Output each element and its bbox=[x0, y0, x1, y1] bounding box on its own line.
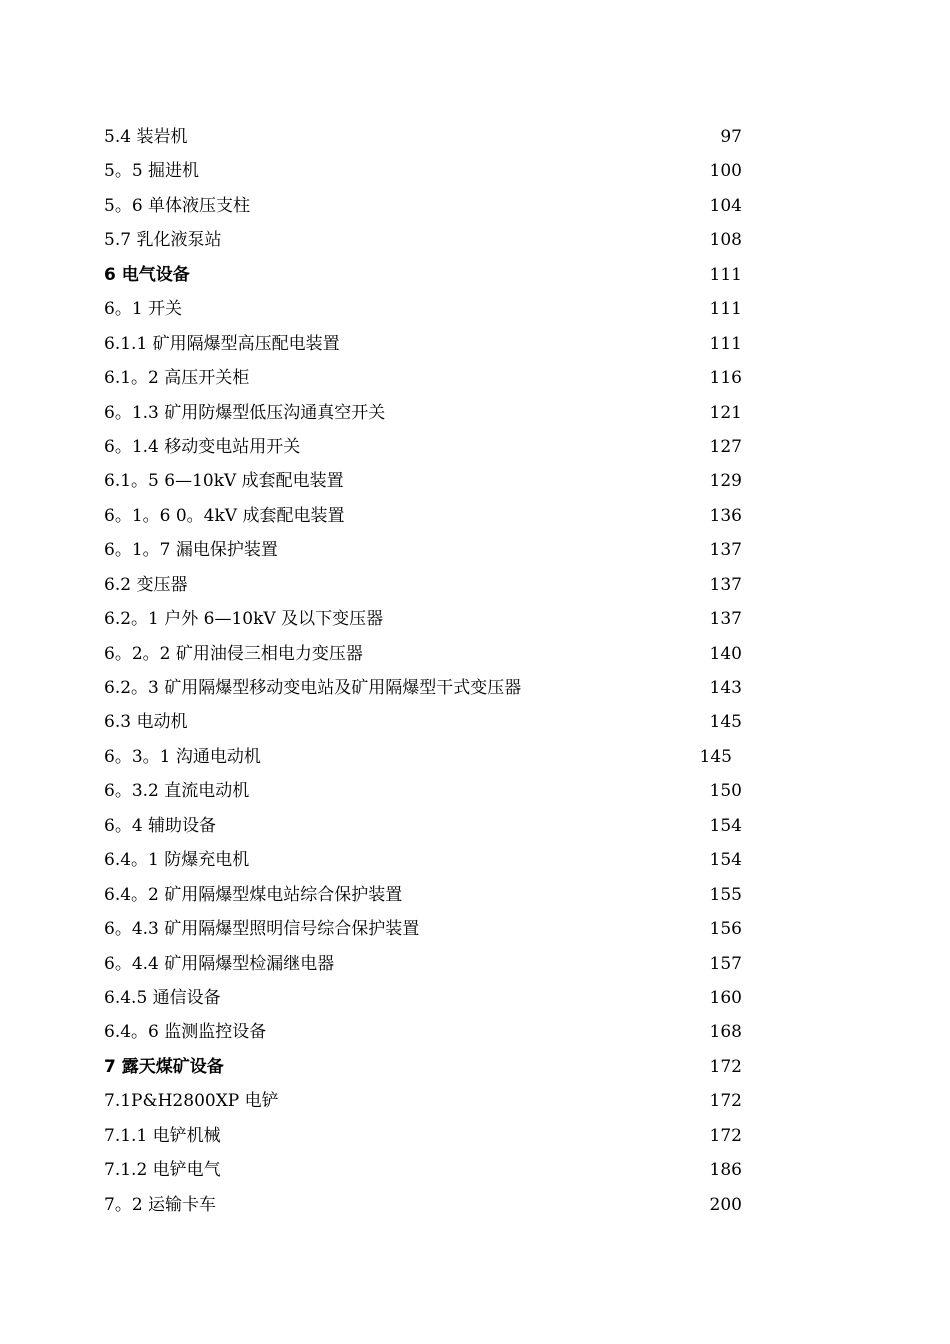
toc-entry[interactable] bbox=[104, 361, 744, 395]
toc-entry[interactable] bbox=[104, 327, 744, 361]
toc-entry-title: 6.2 变压器 bbox=[104, 574, 188, 595]
toc-entry-title: 6。1.3 矿用防爆型低压沟通真空开关 bbox=[104, 402, 386, 423]
toc-entry-page-number: 137 bbox=[709, 609, 742, 630]
toc-entry-page-number: 136 bbox=[709, 505, 742, 526]
toc-entry-title: 6.4。6 监测监控设备 bbox=[104, 1022, 267, 1043]
toc-entry[interactable] bbox=[104, 533, 744, 567]
toc-entry[interactable] bbox=[104, 1153, 744, 1187]
toc-entry-page-number: 145 bbox=[699, 746, 732, 767]
toc-entry-title: 6 电气设备 bbox=[104, 264, 190, 285]
toc-entry-title: 7.1P&H2800XP 电铲 bbox=[104, 1091, 279, 1112]
toc-entry-title: 6.4。1 防爆充电机 bbox=[104, 850, 250, 871]
toc-entry-title: 7 露天煤矿设备 bbox=[104, 1056, 224, 1077]
toc-entry-page-number: 160 bbox=[709, 987, 742, 1008]
toc-entry[interactable] bbox=[104, 981, 744, 1015]
toc-entry-title: 6.1。5 6—10kV 成套配电装置 bbox=[104, 471, 344, 492]
toc-entry-page-number: 156 bbox=[709, 919, 742, 940]
toc-entry[interactable] bbox=[104, 774, 744, 808]
toc-entry-page-number: 154 bbox=[709, 815, 742, 836]
toc-entry[interactable] bbox=[104, 705, 744, 739]
toc-entry[interactable] bbox=[104, 292, 744, 326]
toc-entry-page-number: 127 bbox=[709, 436, 742, 457]
toc-entry-title: 6。4.4 矿用隔爆型检漏继电器 bbox=[104, 953, 335, 974]
toc-entry[interactable] bbox=[104, 671, 744, 705]
toc-entry-page-number: 137 bbox=[709, 540, 742, 561]
toc-entry-title: 7.1.2 电铲电气 bbox=[104, 1160, 221, 1181]
toc-entry-title: 6。2。2 矿用油侵三相电力变压器 bbox=[104, 643, 363, 664]
toc-entry[interactable] bbox=[104, 189, 744, 223]
toc-entry-page-number: 121 bbox=[709, 402, 742, 423]
toc-entry-page-number: 137 bbox=[709, 574, 742, 595]
toc-entry-page-number: 154 bbox=[709, 850, 742, 871]
toc-entry-title: 6。3.2 直流电动机 bbox=[104, 781, 250, 802]
toc-entry-page-number: 111 bbox=[709, 333, 742, 354]
toc-entry-title: 6.3 电动机 bbox=[104, 712, 188, 733]
toc-entry-title: 5。6 单体液压支柱 bbox=[104, 195, 251, 216]
toc-entry-page-number: 155 bbox=[709, 884, 742, 905]
toc-entry[interactable] bbox=[104, 396, 744, 430]
toc-entry[interactable] bbox=[104, 878, 744, 912]
toc-entry[interactable] bbox=[104, 154, 744, 188]
toc-entry-title: 6.4。2 矿用隔爆型煤电站综合保护装置 bbox=[104, 884, 403, 905]
table-of-contents bbox=[104, 120, 744, 1222]
toc-entry-title: 7.1.1 电铲机械 bbox=[104, 1125, 221, 1146]
toc-entry-title: 6。1。6 0。4kV 成套配电装置 bbox=[104, 505, 345, 526]
toc-entry[interactable] bbox=[104, 1084, 744, 1118]
toc-entry[interactable] bbox=[104, 1015, 744, 1049]
toc-entry-page-number: 111 bbox=[709, 264, 742, 285]
toc-entry[interactable] bbox=[104, 843, 744, 877]
toc-entry-page-number: 97 bbox=[720, 127, 742, 147]
toc-entry[interactable] bbox=[104, 120, 744, 154]
toc-entry-title: 5。5 掘进机 bbox=[104, 161, 200, 182]
toc-entry-title: 6.1.1 矿用隔爆型高压配电装置 bbox=[104, 333, 340, 354]
toc-entry-page-number: 116 bbox=[709, 368, 742, 389]
toc-entry-title: 5.7 乳化液泵站 bbox=[104, 230, 222, 251]
toc-chapter-entry[interactable] bbox=[104, 258, 744, 292]
toc-entry-page-number: 100 bbox=[709, 161, 742, 182]
toc-entry-page-number: 143 bbox=[709, 678, 742, 698]
toc-chapter-entry[interactable] bbox=[104, 1050, 744, 1084]
toc-entry-title: 6。1。7 漏电保护装置 bbox=[104, 540, 278, 561]
toc-entry-page-number: 129 bbox=[709, 471, 742, 492]
toc-entry-title: 6。3。1 沟通电动机 bbox=[104, 746, 261, 767]
toc-entry[interactable] bbox=[104, 809, 744, 843]
toc-entry[interactable] bbox=[104, 912, 744, 946]
toc-entry-page-number: 140 bbox=[709, 643, 742, 664]
toc-entry[interactable] bbox=[104, 602, 744, 636]
toc-entry-page-number: 172 bbox=[709, 1091, 742, 1112]
toc-entry-page-number: 111 bbox=[709, 299, 742, 320]
toc-entry-title: 6。1.4 移动变电站用开关 bbox=[104, 436, 301, 457]
toc-entry-title: 6.2。1 户外 6—10kV 及以下变压器 bbox=[104, 609, 384, 630]
toc-entry-title: 6。4 辅助设备 bbox=[104, 815, 217, 836]
toc-entry-title: 6.2。3 矿用隔爆型移动变电站及矿用隔爆型干式变压器 bbox=[104, 678, 522, 698]
toc-entry-title: 6.1。2 高压开关柜 bbox=[104, 368, 250, 389]
toc-entry-title: 7。2 运输卡车 bbox=[104, 1194, 217, 1215]
toc-entry[interactable] bbox=[104, 568, 744, 602]
toc-entry[interactable] bbox=[104, 1119, 744, 1153]
toc-entry[interactable] bbox=[104, 430, 744, 464]
toc-entry[interactable] bbox=[104, 947, 744, 981]
toc-entry-page-number: 172 bbox=[709, 1125, 742, 1146]
toc-entry-page-number: 172 bbox=[709, 1056, 742, 1077]
toc-entry-page-number: 168 bbox=[709, 1022, 742, 1043]
toc-entry-page-number: 157 bbox=[709, 953, 742, 974]
toc-entry-page-number: 150 bbox=[709, 781, 742, 802]
toc-entry-title: 6。4.3 矿用隔爆型照明信号综合保护装置 bbox=[104, 919, 420, 940]
toc-entry-page-number: 104 bbox=[709, 195, 742, 216]
toc-entry-page-number: 145 bbox=[709, 712, 742, 733]
toc-entry[interactable] bbox=[104, 499, 744, 533]
toc-entry-page-number: 186 bbox=[709, 1160, 742, 1181]
toc-entry-title: 5.4 装岩机 bbox=[104, 127, 188, 147]
toc-entry[interactable] bbox=[104, 1188, 744, 1222]
toc-entry[interactable] bbox=[104, 464, 744, 498]
toc-entry[interactable] bbox=[104, 637, 744, 671]
toc-entry-page-number: 200 bbox=[709, 1194, 742, 1215]
toc-entry[interactable] bbox=[104, 740, 744, 774]
toc-entry[interactable] bbox=[104, 223, 744, 257]
toc-entry-title: 6.4.5 通信设备 bbox=[104, 987, 221, 1008]
toc-entry-title: 6。1 开关 bbox=[104, 299, 183, 320]
toc-entry-page-number: 108 bbox=[709, 230, 742, 251]
